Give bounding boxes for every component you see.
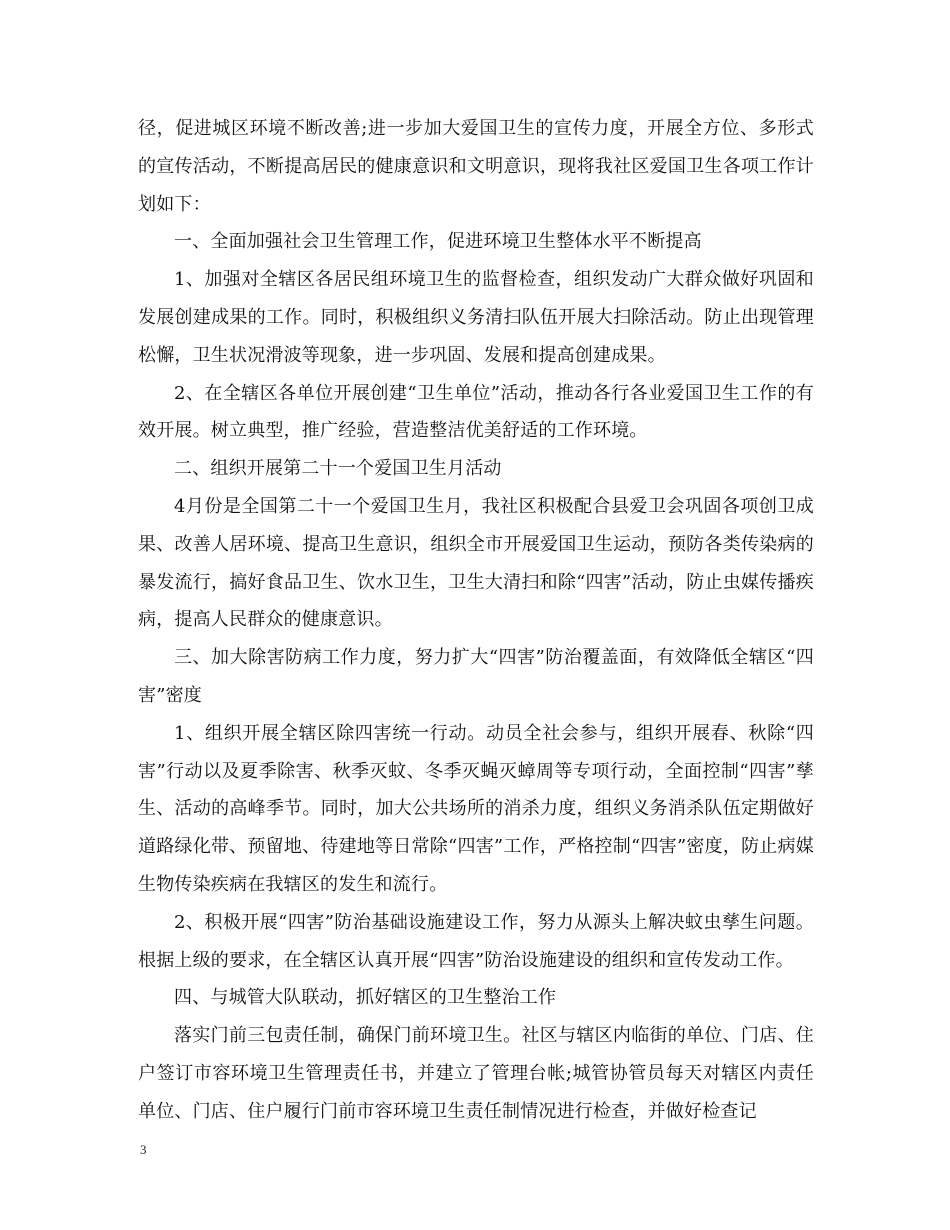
paragraph: 1、组织开展全辖区除四害统一行动。动员全社会参与，组织开展春、秋除“四害”行动以及夏季除害、秋季灭蚊、冬季灭蝇灭蟑周等专项行动，全面控制“四害”孳生、活动的高峰季节。同时，加大公共场所的消杀力度，组织义务消杀队伍定期做好道路绿化带、预留地、待建地等日常除“四害”工作，严格控制“四害”密度，防止病媒生物传染疾病在我辖区的发生和流行。 bbox=[138, 722, 814, 895]
section-heading-2: 二、组织开展第二十一个爱国卫生月活动 bbox=[174, 458, 502, 480]
section-heading-3: 三、加大除害防病工作力度，努力扩大“四害”防治覆盖面，有效降低全辖区“四害”密度 bbox=[138, 647, 814, 706]
page-number: 3 bbox=[140, 1142, 147, 1157]
paragraph: 1、加强对全辖区各居民组环境卫生的监督检查，组织发动广大群众做好巩固和发展创建成果的工作。同时，积极组织义务清扫队伍开展大扫除活动。防止出现管理松懈，卫生状况滑波等现象，进一步巩固、发展和提高创建成果。 bbox=[138, 269, 814, 366]
section-heading-4: 四、与城管大队联动，抓好辖区的卫生整治工作 bbox=[174, 987, 557, 1009]
paragraph: 落实门前三包责任制，确保门前环境卫生。社区与辖区内临街的单位、门店、住户签订市容环境卫生管理责任书，并建立了管理台帐;城管协管员每天对辖区内责任单位、门店、住户履行门前市容环境卫生责任制情况进行检查，并做好检查记 bbox=[138, 1025, 814, 1122]
paragraph-continuation: 径，促进城区环境不断改善;进一步加大爱国卫生的宣传力度，开展全方位、多形式的宣传活动，不断提高居民的健康意识和文明意识，现将我社区爱国卫生各项工作计划如下： bbox=[138, 118, 814, 215]
document-body bbox=[138, 110, 814, 1131]
paragraph: 2、在全辖区各单位开展创建“卫生单位”活动，推动各行各业爱国卫生工作的有效开展。树立典型，推广经验，营造整洁优美舒适的工作环境。 bbox=[138, 382, 814, 442]
paragraph: 2、积极开展“四害”防治基础设施建设工作，努力从源头上解决蚊虫孳生问题。根据上级的要求，在全辖区认真开展“四害”防治设施建设的组织和宣传发动工作。 bbox=[138, 911, 814, 971]
section-heading-1: 一、全面加强社会卫生管理工作，促进环境卫生整体水平不断提高 bbox=[174, 231, 702, 253]
paragraph: 4月份是全国第二十一个爱国卫生月，我社区积极配合县爱卫会巩固各项创卫成果、改善人居环境、提高卫生意识，组织全市开展爱国卫生运动，预防各类传染病的暴发流行，搞好食品卫生、饮水卫生，卫生大清扫和除“四害”活动，防止虫媒传播疾病，提高人民群众的健康意识。 bbox=[138, 495, 814, 631]
